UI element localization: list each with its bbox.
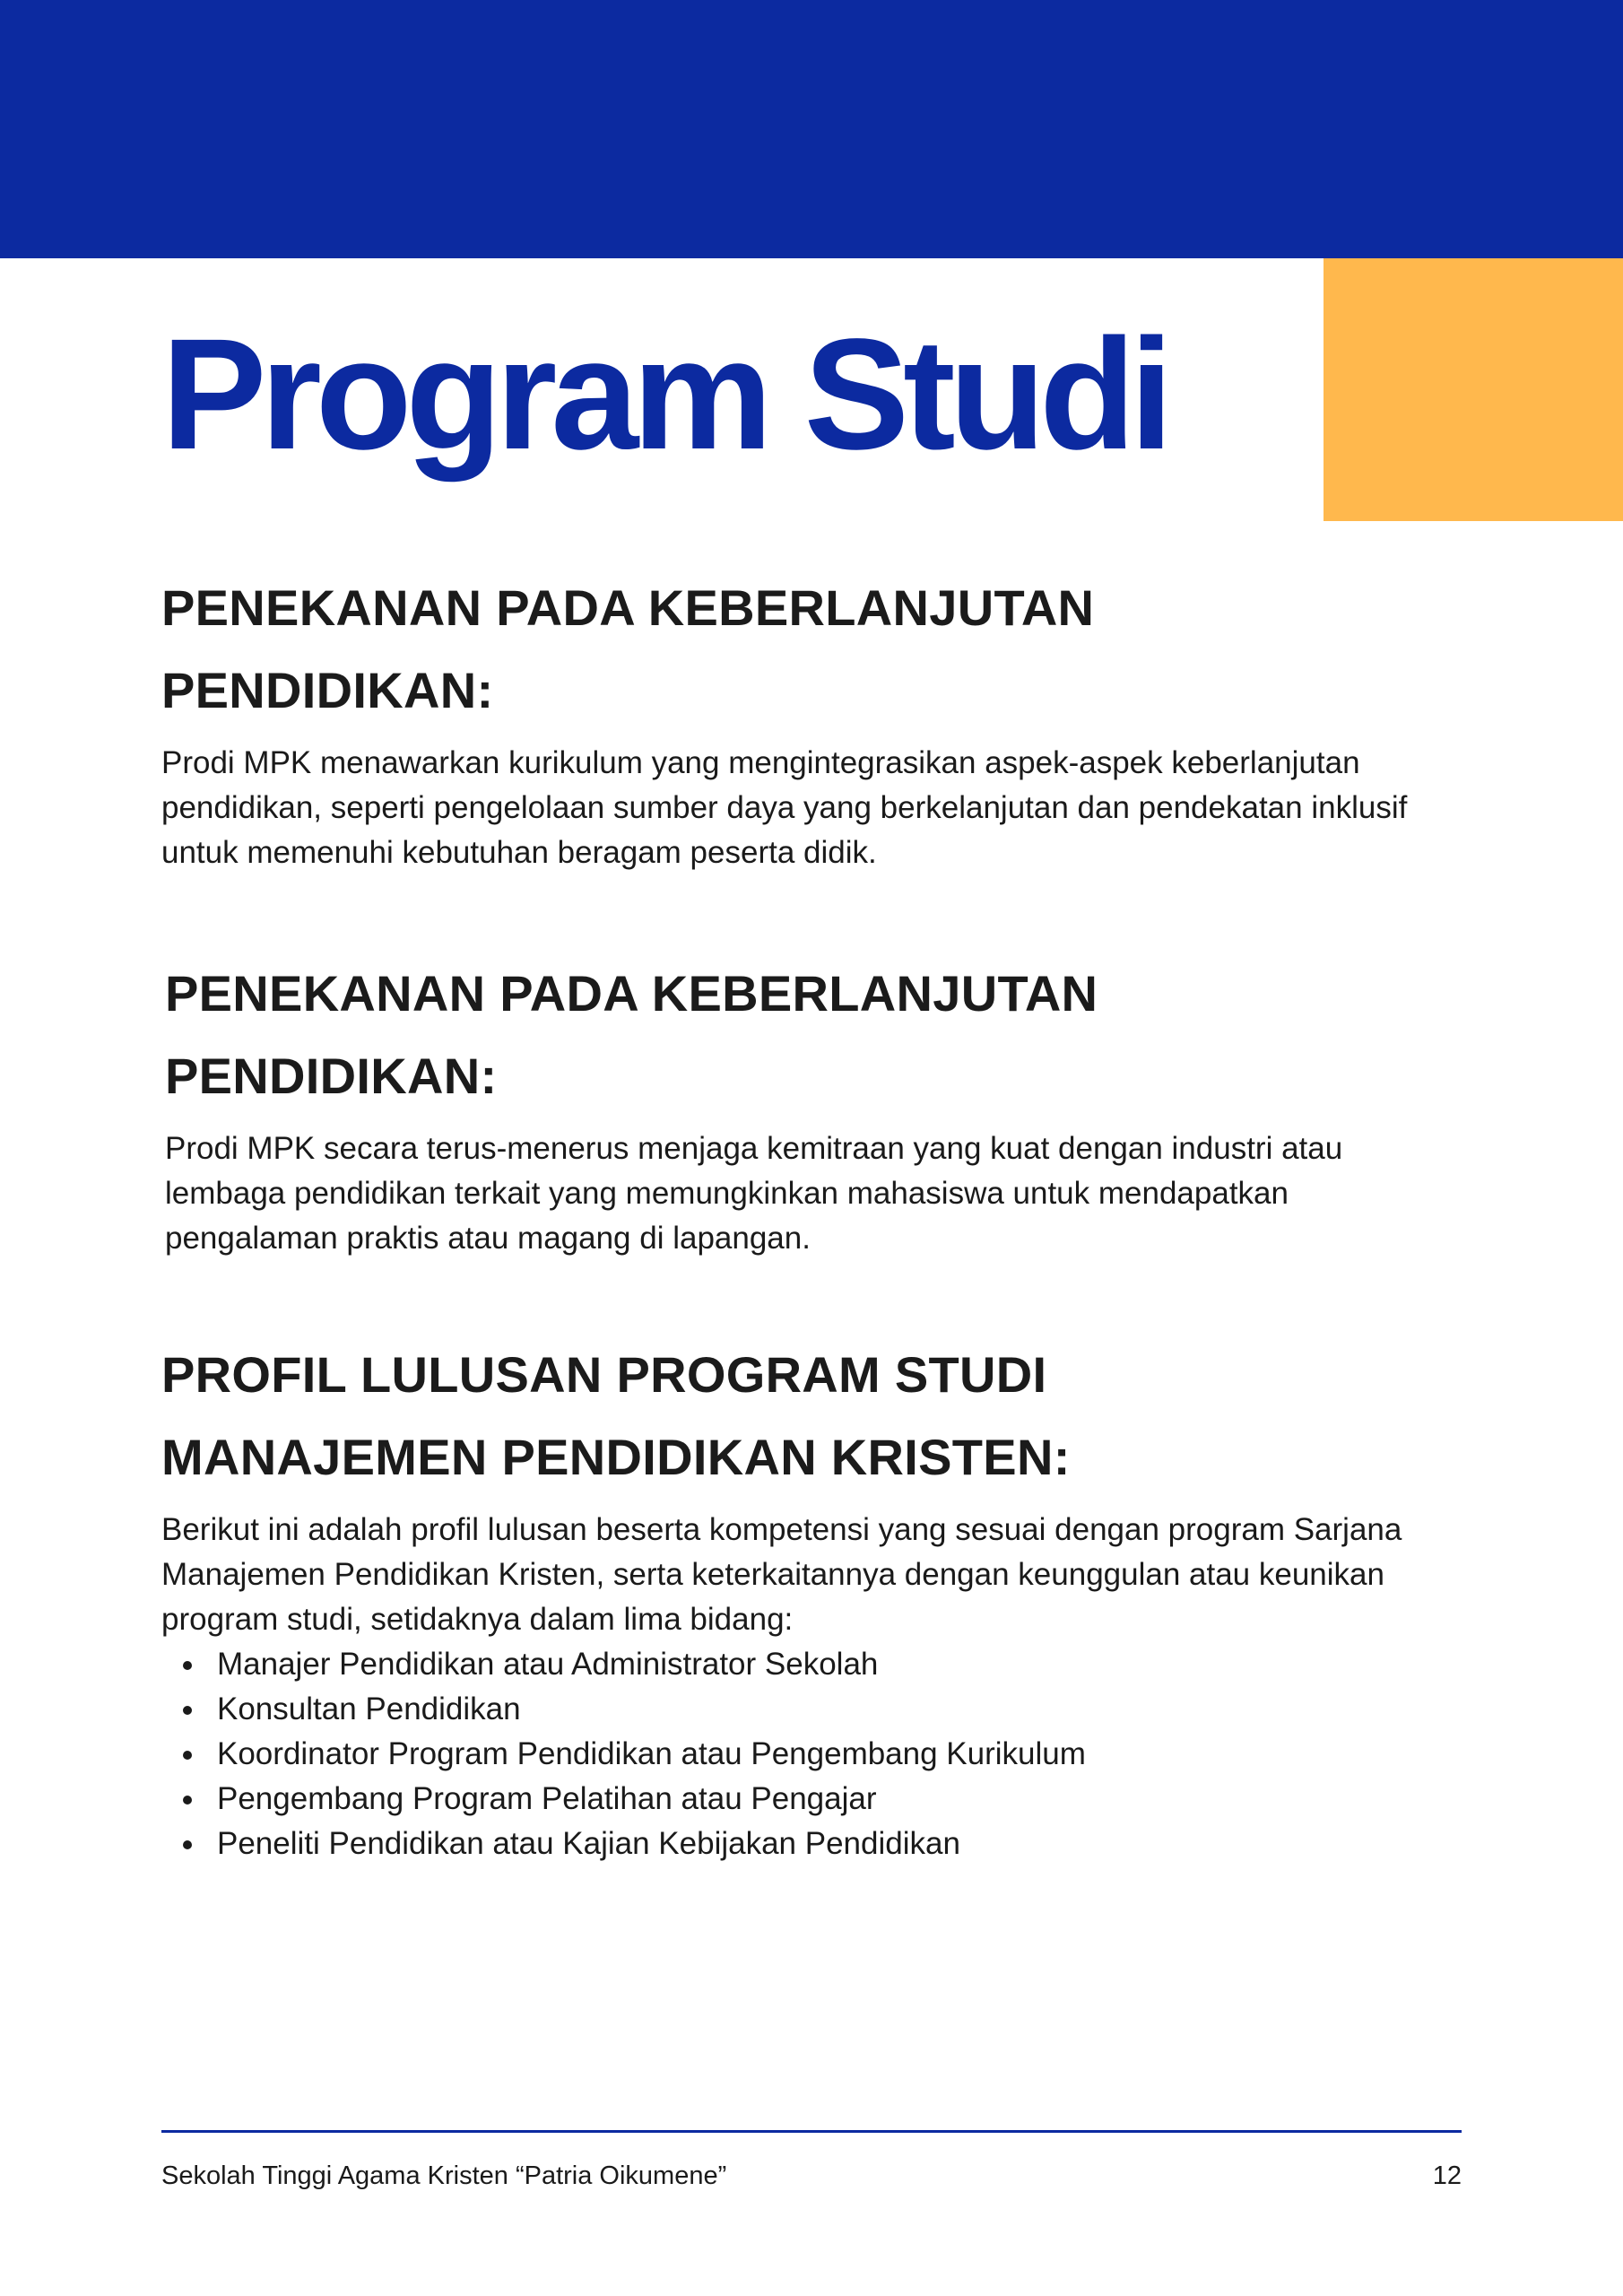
header-band (0, 0, 1623, 258)
list-item (161, 1732, 1417, 1777)
page-number: 12 (1432, 2161, 1462, 2190)
graduate-profile-list (161, 1642, 1417, 1866)
section-industry-partnership (165, 952, 1420, 1261)
footer-divider (161, 2130, 1462, 2133)
section-body: Prodi MPK secara terus-menerus menjaga kemitraan yang kuat dengan industri atau lembaga pendidikan terkait yang memungkinkan mahasiswa untuk mendapatkan pengalaman praktis atau magang di lapangan. (165, 1131, 1343, 1256)
list-item-text: Konsultan Pendidikan (217, 1692, 521, 1726)
section-heading-line: MANAJEMEN PENDIDIKAN KRISTEN: (161, 1429, 1071, 1485)
bullet-icon (183, 1751, 192, 1760)
bullet-icon (183, 1706, 192, 1715)
section-heading (161, 1334, 1417, 1499)
bullet-icon (183, 1796, 192, 1805)
list-item-text: Peneliti Pendidikan atau Kajian Kebijakan Pendidikan (217, 1826, 960, 1861)
section-heading (165, 952, 1420, 1118)
list-item-text: Koordinator Program Pendidikan atau Pengembang Kurikulum (217, 1736, 1086, 1771)
section-heading-line: PROFIL LULUSAN PROGRAM STUDI (161, 1346, 1047, 1403)
page-title: Program Studi (161, 307, 1167, 483)
section-body: Berikut ini adalah profil lulusan beserta kompetensi yang sesuai dengan program Sarjana Manajemen Pendidikan Kristen, serta keterkaitannya dengan keunggulan atau keunikan program studi, setidaknya dalam lima bidang: (161, 1512, 1402, 1637)
section-heading-line: PENDIDIKAN: (165, 1048, 498, 1104)
accent-block (1324, 258, 1623, 521)
section-body: Prodi MPK menawarkan kurikulum yang mengintegrasikan aspek-aspek keberlanjutan pendidikan, seperti pengelolaan sumber daya yang berkelanjutan dan pendekatan inklusif untuk memenuhi kebutuhan beragam peserta didik. (161, 745, 1408, 870)
list-item (161, 1777, 1417, 1822)
section-heading-line: PENEKANAN PADA KEBERLANJUTAN (161, 579, 1095, 636)
bullet-icon (183, 1840, 192, 1849)
footer-institution: Sekolah Tinggi Agama Kristen “Patria Oikumene” (161, 2161, 727, 2190)
list-item (161, 1687, 1417, 1732)
section-sustainability-curriculum (161, 567, 1417, 875)
list-item-text: Manajer Pendidikan atau Administrator Sekolah (217, 1647, 879, 1682)
section-heading (161, 567, 1417, 732)
list-item (161, 1822, 1417, 1866)
bullet-icon (183, 1661, 192, 1670)
section-heading-line: PENEKANAN PADA KEBERLANJUTAN (165, 965, 1098, 1022)
list-item-text: Pengembang Program Pelatihan atau Pengajar (217, 1781, 877, 1816)
list-item (161, 1642, 1417, 1687)
section-heading-line: PENDIDIKAN: (161, 662, 494, 718)
section-graduate-profile (161, 1334, 1417, 1866)
